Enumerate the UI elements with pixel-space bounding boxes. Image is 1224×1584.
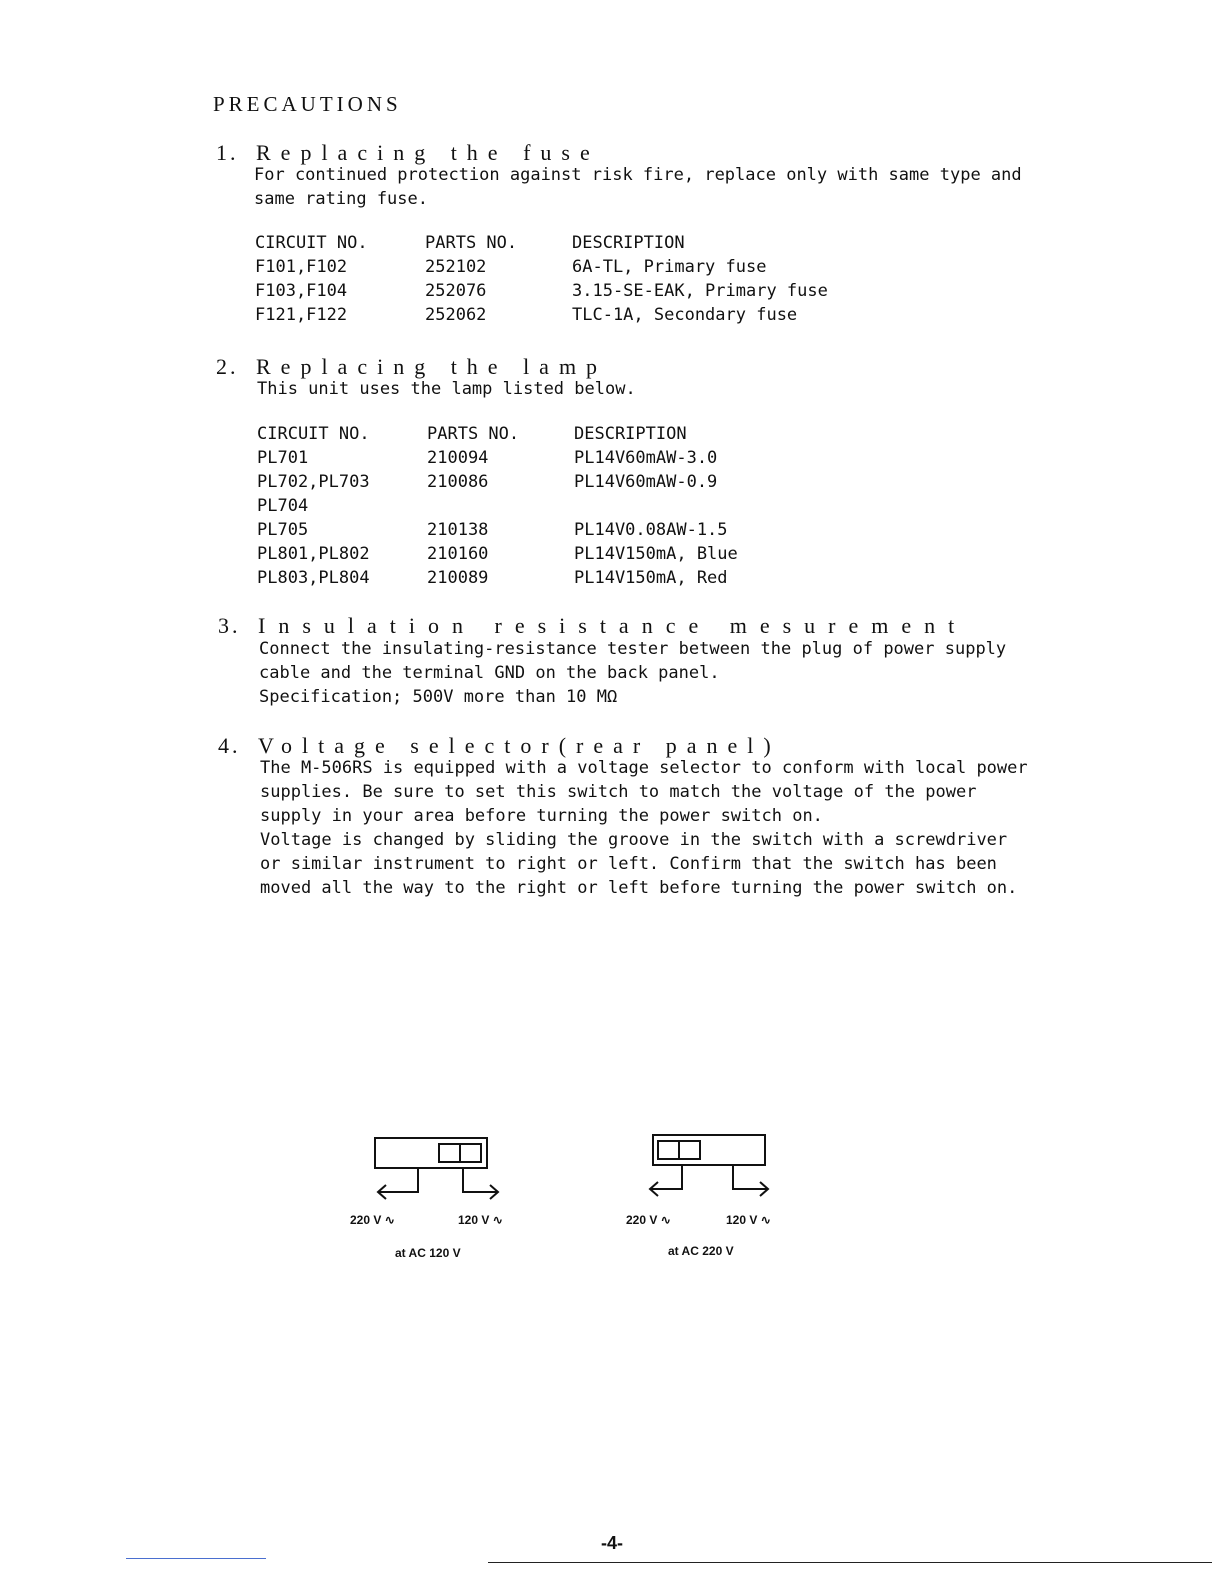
parts-no-cell: 210138 bbox=[427, 520, 489, 540]
bottom-left-rule bbox=[126, 1558, 266, 1559]
section-1-text bbox=[254, 163, 1022, 211]
circuit-no-cell: PL803,PL804 bbox=[257, 568, 370, 588]
section-4-title-text: Voltage selector(rear panel) bbox=[258, 733, 781, 758]
text-line: This unit uses the lamp listed below. bbox=[257, 379, 636, 399]
text-line: For continued protection against risk fire, replace only with same type and bbox=[254, 165, 1022, 185]
circuit-no-cell: PL705 bbox=[257, 520, 309, 540]
section-3-title bbox=[218, 613, 967, 639]
text-line: Voltage is changed by sliding the groove in the switch with a screwdriver bbox=[260, 830, 1008, 850]
description-cell: PL14V150mA, Blue bbox=[574, 544, 738, 564]
description-cell: 6A-TL, Primary fuse bbox=[572, 257, 767, 277]
section-1-title-text: Replacing the fuse bbox=[256, 140, 600, 165]
voltage-selector-diagram-220v bbox=[618, 1127, 818, 1267]
header-parts-no: PARTS NO. bbox=[425, 233, 518, 253]
bottom-rule bbox=[488, 1562, 1212, 1563]
text-line: The M-506RS is equipped with a voltage selector to conform with local power bbox=[260, 758, 1028, 778]
left-voltage-label: 220 V ∿ bbox=[350, 1213, 395, 1227]
text-line: or similar instrument to right or left. Confirm that the switch has been bbox=[260, 854, 997, 874]
description-cell: PL14V60mAW-3.0 bbox=[574, 448, 718, 468]
circuit-no-cell: PL702,PL703 bbox=[257, 472, 370, 492]
right-voltage-label: 120 V ∿ bbox=[726, 1213, 771, 1227]
voltage-switch-right-icon bbox=[340, 1130, 540, 1210]
header-parts-no: PARTS NO. bbox=[427, 424, 520, 444]
text-line: supplies. Be sure to set this switch to match the voltage of the power bbox=[260, 782, 977, 802]
section-4-number: 4. bbox=[218, 733, 241, 758]
text-line: cable and the terminal GND on the back panel. bbox=[259, 663, 720, 683]
section-2-text bbox=[257, 377, 636, 401]
circuit-no-cell: PL701 bbox=[257, 448, 309, 468]
header-description: DESCRIPTION bbox=[572, 233, 685, 253]
circuit-no-cell: F101,F102 bbox=[255, 257, 348, 277]
description-cell: TLC-1A, Secondary fuse bbox=[572, 305, 798, 325]
parts-no-cell: 252076 bbox=[425, 281, 487, 301]
description-cell: PL14V0.08AW-1.5 bbox=[574, 520, 728, 540]
circuit-no-cell: F121,F122 bbox=[255, 305, 348, 325]
description-cell: PL14V60mAW-0.9 bbox=[574, 472, 718, 492]
text-line: moved all the way to the right or left before turning the power switch on. bbox=[260, 878, 1018, 898]
description-cell: 3.15-SE-EAK, Primary fuse bbox=[572, 281, 828, 301]
section-2-title-text: Replacing the lamp bbox=[256, 354, 608, 379]
voltage-switch-left-icon bbox=[618, 1127, 818, 1207]
diagram-caption: at AC 220 V bbox=[668, 1244, 734, 1258]
diagram-caption: at AC 120 V bbox=[395, 1246, 461, 1260]
text-line: Specification; 500V more than 10 MΩ bbox=[259, 687, 618, 707]
voltage-selector-diagram-120v bbox=[340, 1130, 540, 1270]
section-3-text bbox=[259, 637, 1006, 709]
text-line: same rating fuse. bbox=[254, 189, 428, 209]
parts-no-cell: 210089 bbox=[427, 568, 489, 588]
parts-no-cell: 252062 bbox=[425, 305, 487, 325]
circuit-no-cell: PL704 bbox=[257, 496, 309, 516]
parts-no-cell: 210160 bbox=[427, 544, 489, 564]
header-circuit-no: CIRCUIT NO. bbox=[255, 233, 368, 253]
circuit-no-cell: F103,F104 bbox=[255, 281, 348, 301]
right-voltage-label: 120 V ∿ bbox=[458, 1213, 503, 1227]
section-3-title-text: Insulation resistance mesurement bbox=[258, 613, 968, 638]
page-heading: PRECAUTIONS bbox=[213, 92, 402, 116]
header-description: DESCRIPTION bbox=[574, 424, 687, 444]
parts-no-cell: 210086 bbox=[427, 472, 489, 492]
section-2-number: 2. bbox=[216, 354, 239, 379]
page-number: -4- bbox=[601, 1533, 623, 1553]
section-3-number: 3. bbox=[218, 613, 241, 638]
section-4-text bbox=[260, 756, 1028, 900]
left-voltage-label: 220 V ∿ bbox=[626, 1213, 671, 1227]
text-line: Connect the insulating-resistance tester between the plug of power supply bbox=[259, 639, 1007, 659]
parts-no-cell: 252102 bbox=[425, 257, 487, 277]
section-1-number: 1. bbox=[216, 140, 239, 165]
parts-no-cell: 210094 bbox=[427, 448, 489, 468]
circuit-no-cell: PL801,PL802 bbox=[257, 544, 370, 564]
header-circuit-no: CIRCUIT NO. bbox=[257, 424, 370, 444]
text-line: supply in your area before turning the power switch on. bbox=[260, 806, 823, 826]
description-cell: PL14V150mA, Red bbox=[574, 568, 728, 588]
